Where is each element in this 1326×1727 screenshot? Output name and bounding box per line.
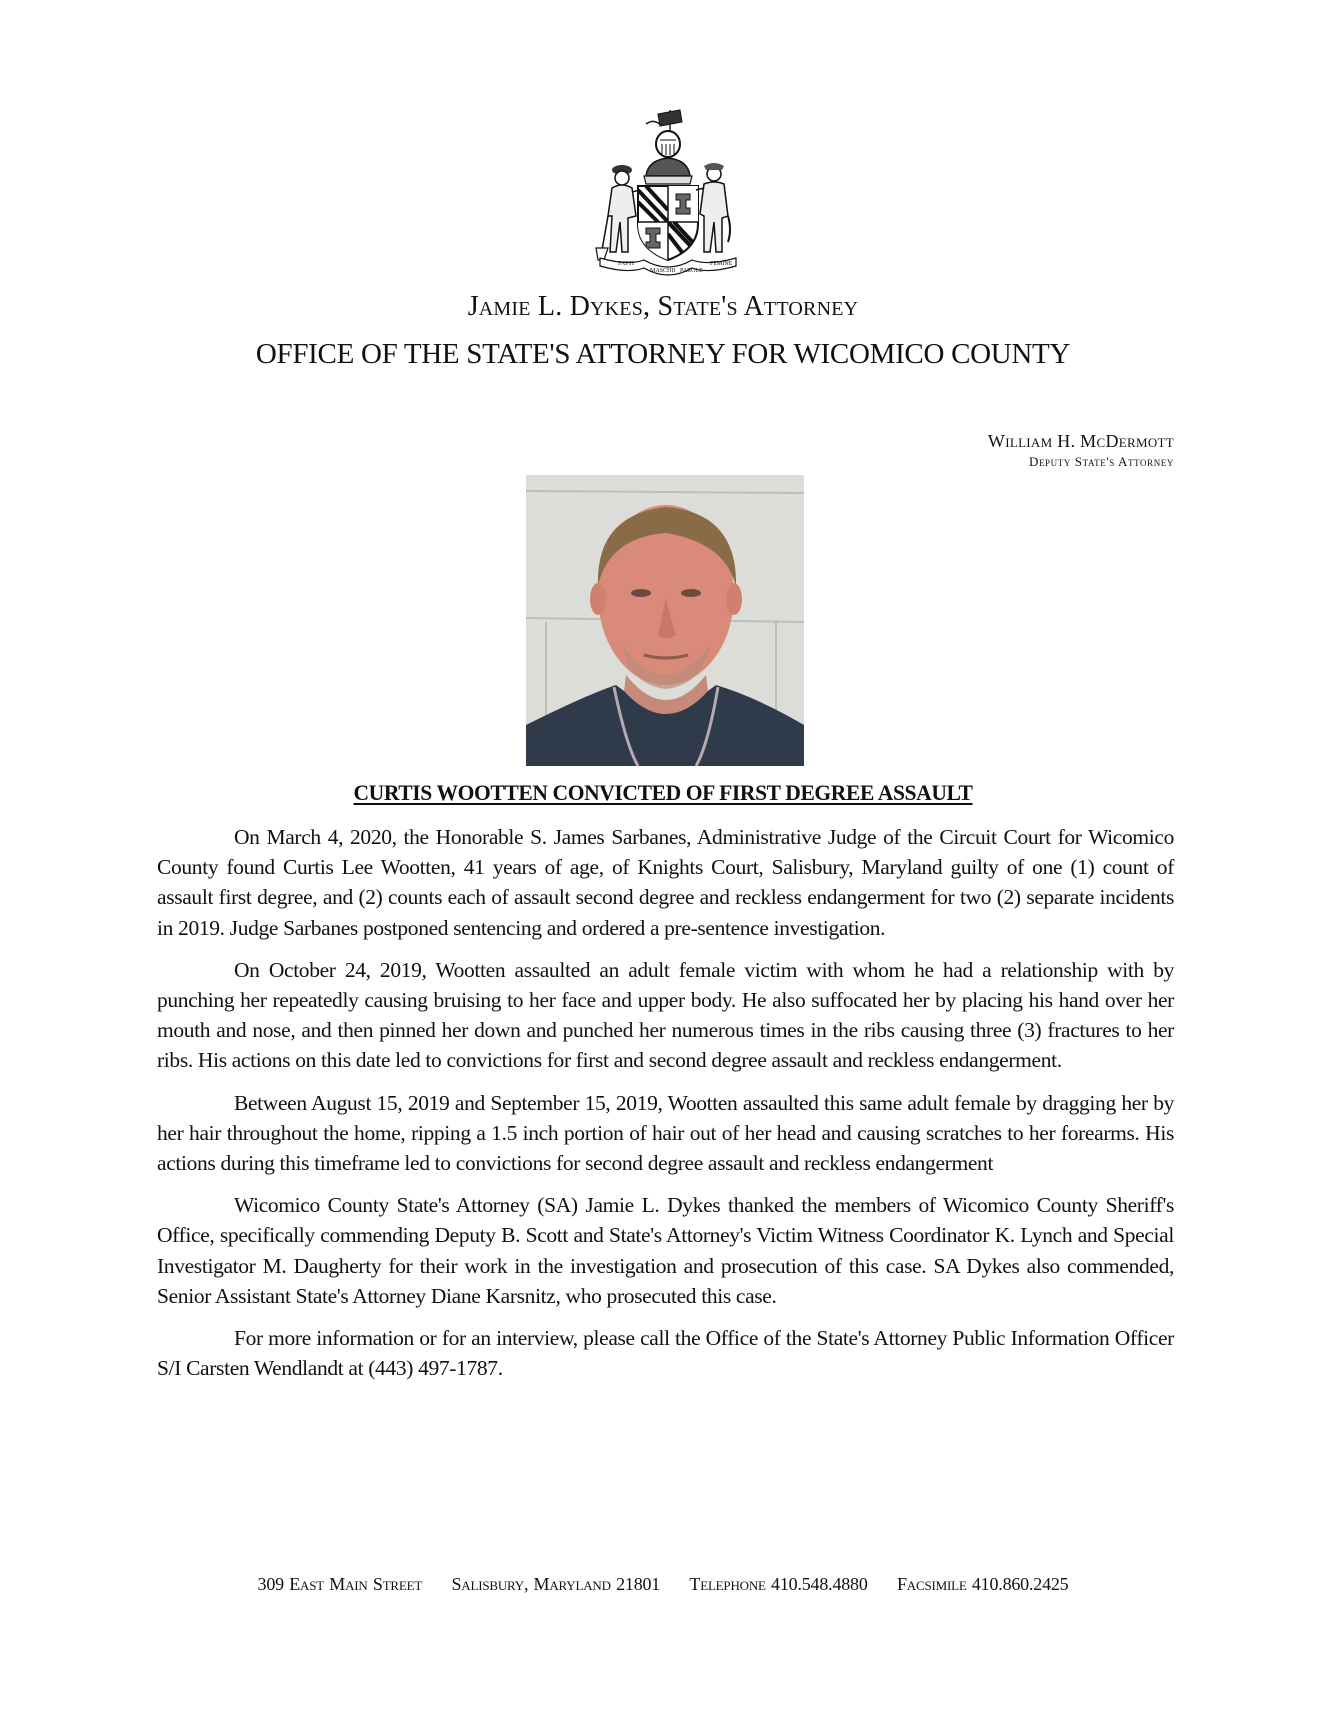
deputy-title: Deputy State's Attorney xyxy=(1028,454,1174,469)
body-paragraph: On October 24, 2019, Wootten assaulted an adult female victim with whom he had a relationship with by punching her repeatedly causing bruising to her face and upper body. He also suffocated her by placing his hand over her mouth and nose, and then pinned her down and punched her numerous times in the ribs causing three (3) fractures to her ribs. His actions on this date led to convictions for first and second degree assault and reckless endangerment. xyxy=(157,957,1174,1073)
body-paragraph: Wicomico County State's Attorney (SA) Jamie L. Dykes thanked the members of Wicomico County Sheriff's Office, specifically commending Deputy B. Scott and State's Attorney's Victim Witness Coordinator K. Lynch and Special Investigator M. Daugherty for their work in the investigation and prosecution of this case. SA Dykes also commended, Senior Assistant State's Attorney Diane Karsnitz, who prosecuted this case. xyxy=(157,1193,1174,1308)
svg-text:PAROLE: PAROLE xyxy=(680,268,703,274)
svg-text:FATTI: FATTI xyxy=(618,261,634,267)
deputy-name: William H. McDermott xyxy=(987,431,1174,451)
letterhead-office-name: OFFICE OF THE STATE'S ATTORNEY FOR WICOMICO COUNTY xyxy=(255,338,1071,370)
press-release-body xyxy=(157,822,1174,1395)
maryland-great-seal-icon xyxy=(588,104,746,276)
footer-telephone: Telephone 410.548.4880 xyxy=(689,1574,868,1594)
footer-city: Salisbury, Maryland 21801 xyxy=(451,1574,661,1594)
deputy-block xyxy=(988,430,1174,472)
booking-photo xyxy=(526,475,804,766)
svg-text:MASCHII: MASCHII xyxy=(650,268,676,274)
body-paragraph: Between August 15, 2019 and September 15, 2019, Wootten assaulted this same adult female by dragging her by her hair throughout the home, ripping a 1.5 inch portion of hair out of her head and causing scratches to her forearms. His actions during this timeframe led to convictions for second degree assault and reckless endangerment xyxy=(157,1090,1174,1176)
body-paragraph: For more information or for an interview, please call the Office of the State's Attorney Public Information Officer S/I Carsten Wendlandt at (443) 497-1787. xyxy=(157,1326,1174,1381)
letterhead-footer xyxy=(0,1574,1326,1595)
press-release-title: CURTIS WOOTTEN CONVICTED OF FIRST DEGREE ASSAULT xyxy=(353,780,973,805)
letterhead-attorney-name: Jamie L. Dykes, State's Attorney xyxy=(467,291,859,322)
body-paragraph: On March 4, 2020, the Honorable S. James Sarbanes, Administrative Judge of the Circuit Court for Wicomico County found Curtis Lee Wootten, 41 years of age, of Knights Court, Salisbury, Maryland guilty of one (1) count of assault first degree, and (2) counts each of assault second degree and reckless endangerment for two (2) separate incidents in 2019. Judge Sarbanes postponed sentencing and ordered a pre-sentence investigation. xyxy=(157,825,1174,940)
person-photo-icon xyxy=(526,475,804,766)
footer-facsimile: Facsimile 410.860.2425 xyxy=(896,1574,1069,1594)
svg-text:FEMINE: FEMINE xyxy=(710,261,733,267)
footer-address: 309 East Main Street xyxy=(257,1574,423,1594)
